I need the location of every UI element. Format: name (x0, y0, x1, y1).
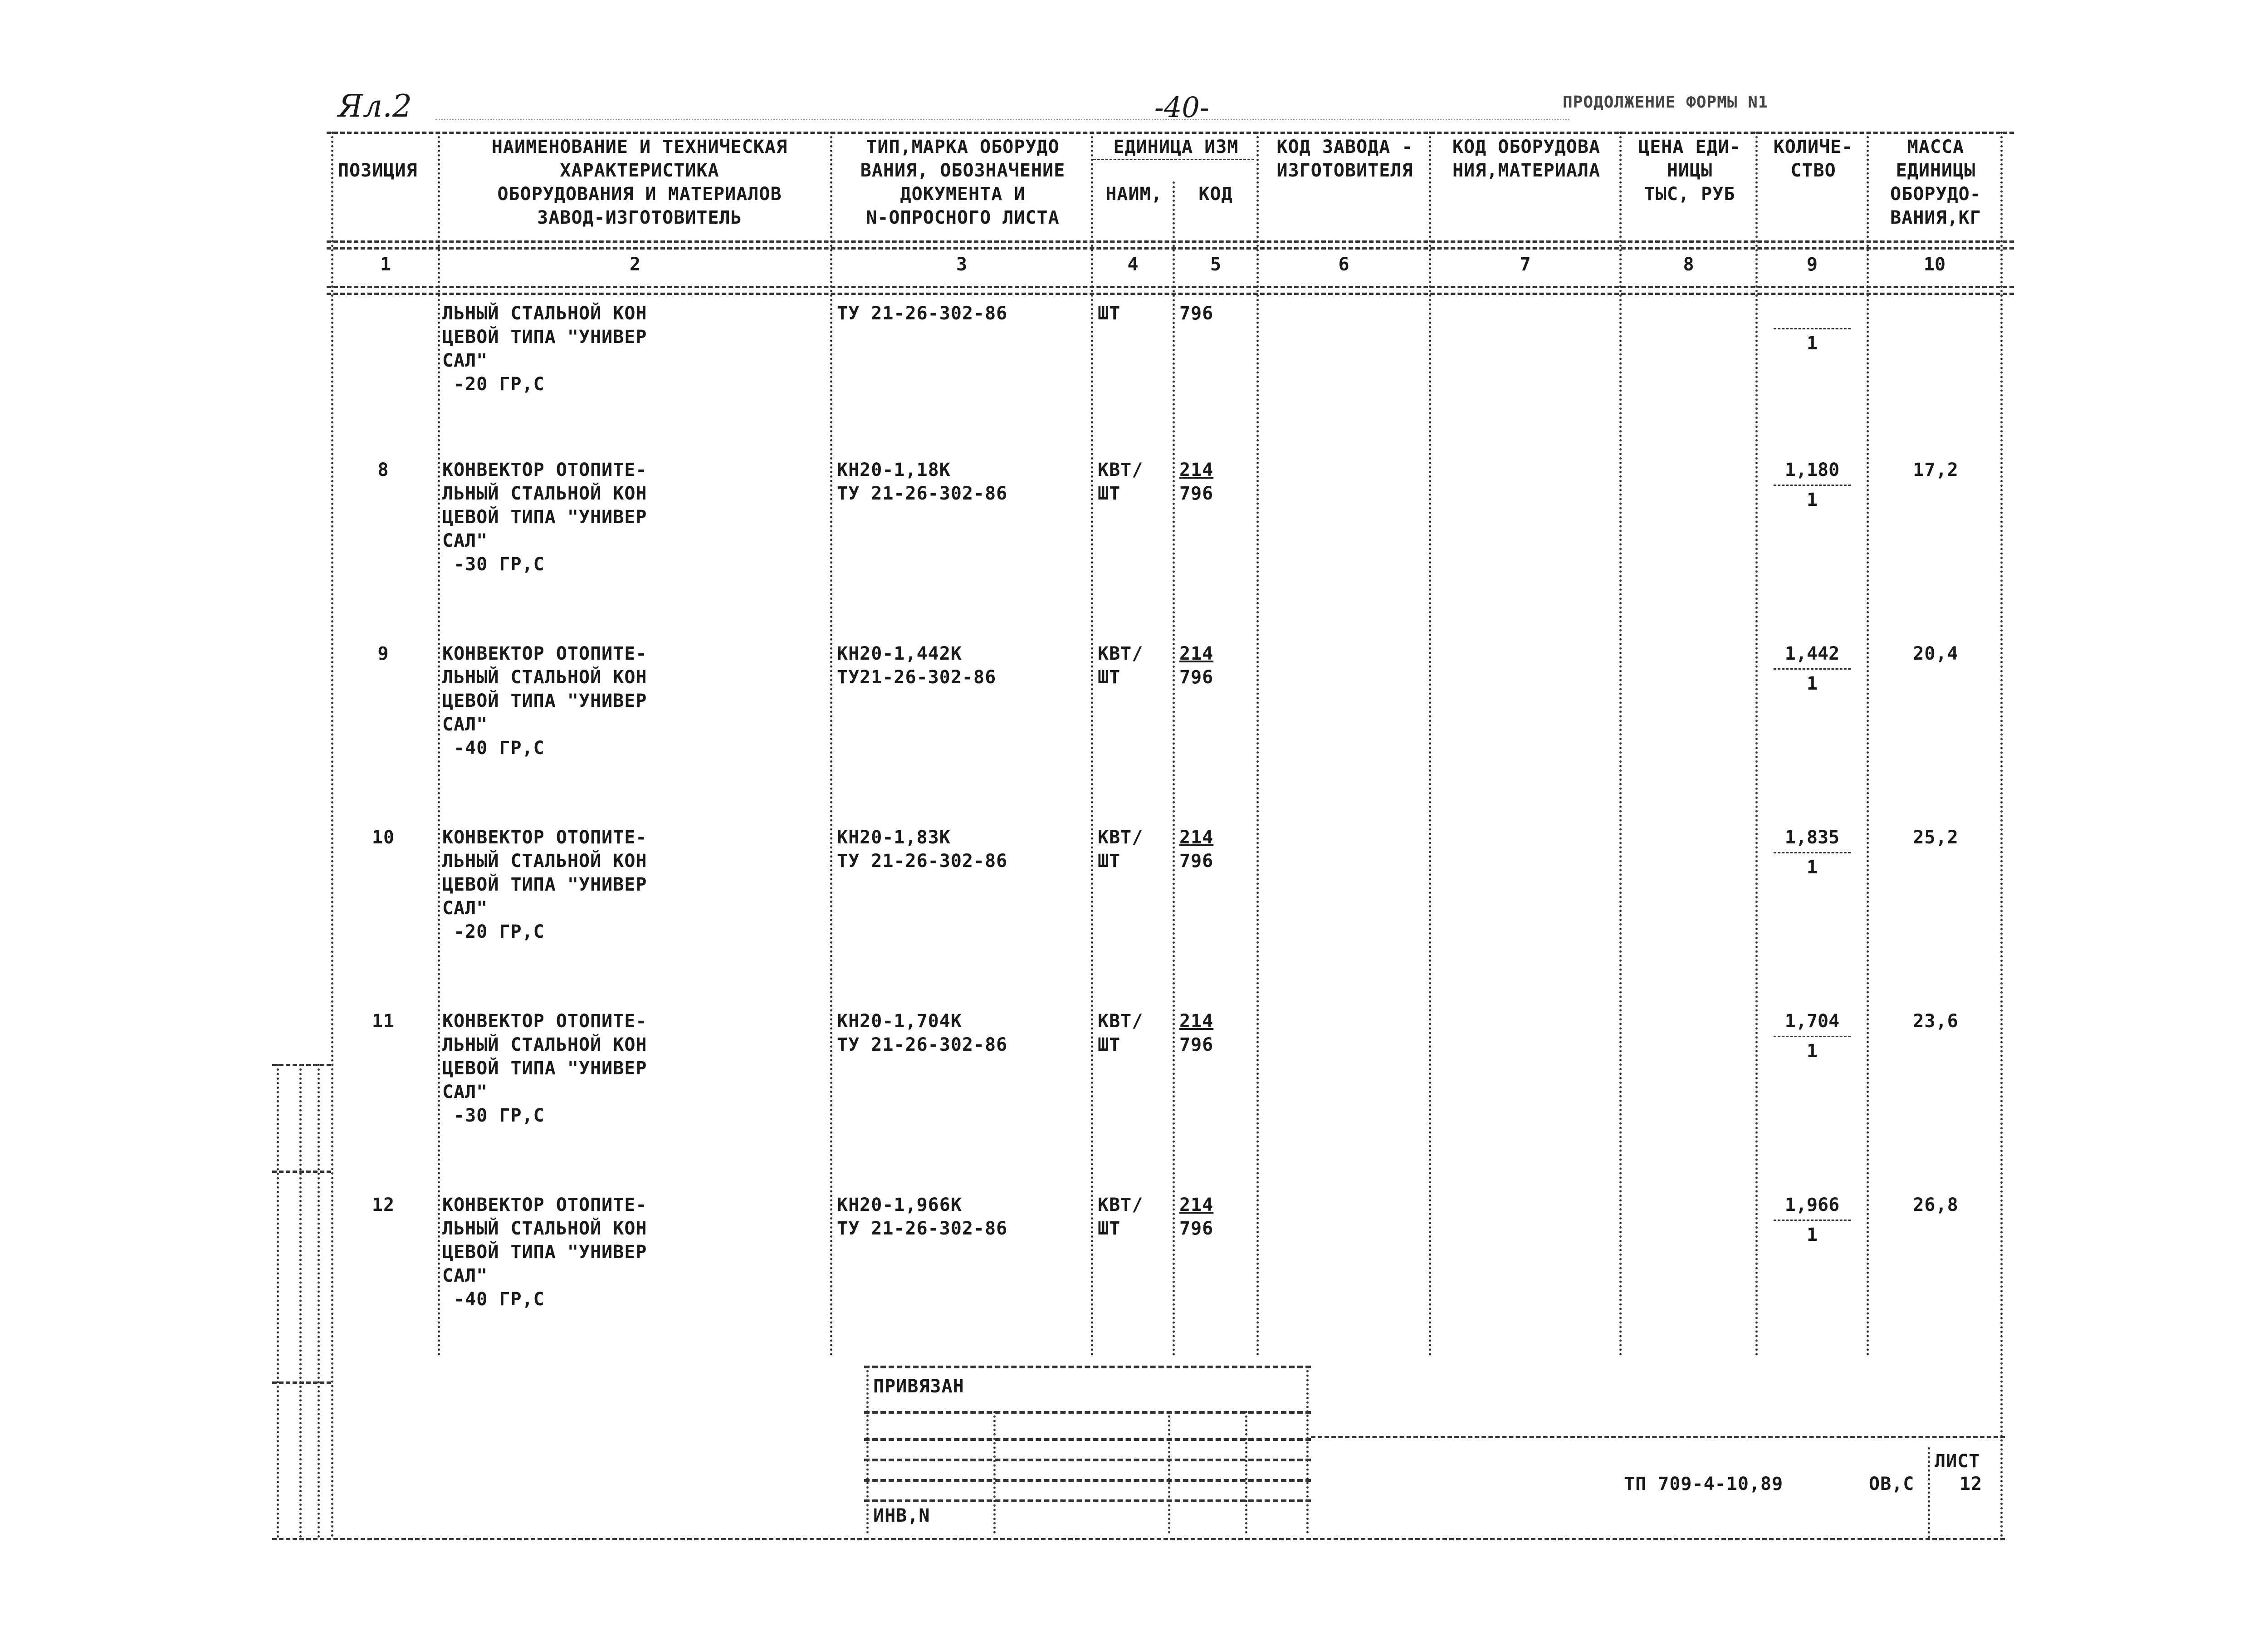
row-name-line: САЛ" (442, 898, 488, 919)
stamp-vrule-3 (1168, 1411, 1170, 1533)
row-name-line: ЦЕВОЙ ТИПА "УНИВЕР (442, 507, 647, 528)
header-col2-l3: ОБОРУДОВАНИЯ И МАТЕРИАЛОВ (497, 184, 782, 205)
header-col8-l2: НИЦЫ (1667, 160, 1713, 181)
row-qty-fraction-bar (1774, 668, 1851, 670)
row-name-line: -30 ГР,С (442, 1105, 545, 1126)
row-code-line: 796 (1179, 1034, 1214, 1055)
row-qty-fraction-bar (1774, 852, 1851, 853)
row-type-line: ТУ 21-26-302-86 (837, 1218, 1008, 1239)
row-qty-bottom: 1 (1806, 673, 1818, 694)
header-unit: ЕДИНИЦА ИЗМ (1113, 137, 1239, 157)
row-type-line: ТУ 21-26-302-86 (837, 483, 1008, 504)
header-col7-l1: КОД ОБОРУДОВА (1452, 137, 1601, 157)
header-col2-l2: ХАРАКТЕРИСТИКА (560, 160, 719, 181)
row-code-line: 214 (1179, 1011, 1214, 1032)
row-unit-line: КВТ/ (1098, 1011, 1144, 1032)
row-code-line: 214 (1179, 460, 1214, 480)
header-col10-l1: МАССА (1907, 137, 1965, 157)
row-unit-line: ШТ (1098, 483, 1121, 504)
row-name-line: ЛЬНЫЙ СТАЛЬНОЙ КОН (442, 667, 647, 688)
row-position: 8 (377, 460, 389, 480)
header-col7-l2: НИЯ,МАТЕРИАЛА (1452, 160, 1601, 181)
row-name-line: КОНВЕКТОР ОТОПИТЕ- (442, 460, 647, 480)
stamp-rule-3 (864, 1459, 1311, 1461)
row-name-line: ЦЕВОЙ ТИПА "УНИВЕР (442, 691, 647, 711)
strip-vrule-3 (318, 1064, 320, 1538)
header-col8-l1: ЦЕНА ЕДИ- (1638, 137, 1741, 157)
row-unit-line: ШТ (1098, 851, 1121, 872)
col-rule-5 (1256, 132, 1259, 1357)
bound-label: ПРИВЯЗАН (873, 1376, 964, 1397)
row-name-line: ЦЕВОЙ ТИПА "УНИВЕР (442, 1058, 647, 1079)
row-type-line: ТУ 21-26-302-86 (837, 1034, 1008, 1055)
colnum-9: 9 (1806, 254, 1818, 275)
row-mass: 17,2 (1913, 460, 1959, 480)
header-col1: ПОЗИЦИЯ (338, 160, 418, 181)
row-unit-line: КВТ/ (1098, 827, 1144, 848)
header-col9-l2: СТВО (1790, 160, 1836, 181)
row-qty-bottom: 1 (1806, 333, 1818, 354)
strip-vrule-1 (277, 1064, 279, 1538)
stamp-vrule-2 (993, 1411, 996, 1533)
colnum-bottom-rule (327, 286, 2014, 288)
stamp-rule-5 (864, 1499, 1311, 1502)
header-bottom-rule (327, 240, 2014, 243)
colnum-6: 6 (1338, 254, 1349, 275)
row-name-line: ЦЕВОЙ ТИПА "УНИВЕР (442, 874, 647, 895)
header-col2-l1: НАИМЕНОВАНИЕ И ТЕХНИЧЕСКАЯ (491, 137, 788, 157)
row-name-line: ЛЬНЫЙ СТАЛЬНОЙ КОН (442, 851, 647, 872)
header-bottom-rule-2 (327, 247, 2014, 250)
col-rule-6 (1429, 132, 1431, 1357)
row-position: 10 (371, 827, 395, 848)
header-col10-l3: ОБОРУДО- (1890, 184, 1981, 205)
stamp-vrule-1 (866, 1366, 869, 1533)
row-name-line: -20 ГР,С (442, 921, 545, 942)
row-code-line: 796 (1179, 483, 1214, 504)
col-rule-7 (1619, 132, 1622, 1357)
stamp-rule-4 (864, 1479, 1311, 1482)
section-code: ОВ,С (1869, 1474, 1915, 1494)
row-type-line: КН20-1,704К (837, 1011, 962, 1032)
row-mass: 26,8 (1913, 1195, 1959, 1215)
col-rule-0 (331, 132, 333, 1538)
stamp-top-rule (864, 1366, 1311, 1368)
row-code-line: 796 (1179, 851, 1214, 872)
row-type-line: ТУ 21-26-302-86 (837, 851, 1008, 872)
header-col4: НАИМ, (1105, 184, 1163, 205)
sheet-box-rule (1928, 1447, 1930, 1538)
row-qty-bottom: 1 (1806, 1225, 1818, 1245)
header-col6-l2: ИЗГОТОВИТЕЛЯ (1276, 160, 1413, 181)
header-col3-l2: ВАНИЯ, ОБОЗНАЧЕНИЕ (860, 160, 1066, 181)
row-unit-line: ШТ (1098, 1218, 1121, 1239)
table-top-rule (327, 132, 2014, 134)
row-unit-line: КВТ/ (1098, 1195, 1144, 1215)
row-name-line: -40 ГР,С (442, 738, 545, 759)
row-qty-bottom: 1 (1806, 490, 1818, 510)
row-name-line: ЛЬНЫЙ СТАЛЬНОЙ КОН (442, 1218, 647, 1239)
row-name-line: САЛ" (442, 714, 488, 735)
row-qty-fraction-bar (1774, 1220, 1851, 1221)
row-name-line: КОНВЕКТОР ОТОПИТЕ- (442, 827, 647, 848)
row-type-line: КН20-1,83К (837, 827, 951, 848)
col-rule-9 (1867, 132, 1869, 1357)
header-col9-l1: КОЛИЧЕ- (1773, 137, 1853, 157)
continuation-note: ПРОДОЛЖЕНИЕ ФОРМЫ N1 (1563, 93, 1769, 112)
sheet-number: 12 (1960, 1474, 1983, 1494)
row-mass: 23,6 (1913, 1011, 1959, 1032)
strip-rule-1 (272, 1064, 331, 1066)
col-rule-1 (438, 132, 440, 1357)
col-rule-8 (1755, 132, 1758, 1357)
row-qty-top: 1,835 (1784, 827, 1840, 848)
row-qty-top: 1,704 (1784, 1011, 1840, 1032)
top-dotted-line (435, 119, 1569, 120)
header-col6-l1: КОД ЗАВОДА - (1276, 137, 1413, 157)
row-qty-bottom: 1 (1806, 857, 1818, 878)
row-mass: 25,2 (1913, 827, 1959, 848)
header-col2-l4: ЗАВОД-ИЗГОТОВИТЕЛЬ (537, 207, 742, 228)
header-col3-l3: ДОКУМЕНТА И (900, 184, 1026, 205)
row-position: 11 (371, 1011, 395, 1032)
colnum-bottom-rule-2 (327, 293, 2014, 295)
row-name-line: КОНВЕКТОР ОТОПИТЕ- (442, 1195, 647, 1215)
strip-vrule-2 (299, 1064, 302, 1538)
strip-rule-3 (272, 1381, 331, 1384)
row-name-line: КОНВЕКТОР ОТОПИТЕ- (442, 1011, 647, 1032)
colnum-7: 7 (1520, 254, 1531, 275)
row-qty-bottom: 1 (1806, 1041, 1818, 1062)
row-code-line: 796 (1179, 1218, 1214, 1239)
colnum-2: 2 (629, 254, 641, 275)
row-type-line: ТУ21-26-302-86 (837, 667, 997, 688)
row-type-line: КН20-1,966К (837, 1195, 962, 1215)
colnum-3: 3 (956, 254, 968, 275)
row-unit-line: ШТ (1098, 667, 1121, 688)
colnum-4: 4 (1127, 254, 1139, 275)
row-code-line: 796 (1179, 667, 1214, 688)
row-name-line: ЦЕВОЙ ТИПА "УНИВЕР (442, 327, 647, 348)
row-code-line: 796 (1179, 303, 1214, 324)
row-unit-line: ШТ (1098, 303, 1121, 324)
col-rule-2 (830, 132, 832, 1357)
row-unit-line: КВТ/ (1098, 460, 1144, 480)
page-number: -40- (1154, 91, 1209, 124)
row-name-line: -40 ГР,С (442, 1289, 545, 1310)
col-rule-10 (2000, 132, 2003, 1538)
inv-label: ИНВ,N (873, 1505, 930, 1526)
row-position: 12 (371, 1195, 395, 1215)
header-col8-l3: ТЫС, РУБ (1644, 184, 1735, 205)
row-code-line: 214 (1179, 827, 1214, 848)
col-rule-3 (1091, 132, 1093, 1357)
header-col3-l1: ТИП,МАРКА ОБОРУДО (866, 137, 1060, 157)
row-qty-fraction-bar (1774, 1036, 1851, 1037)
row-qty-fraction-bar (1774, 328, 1851, 329)
titleblock-top-rule (1311, 1436, 2005, 1438)
row-qty-top: 1,442 (1784, 643, 1840, 664)
stamp-vrule-4 (1245, 1411, 1247, 1533)
row-qty-top: 1,180 (1784, 460, 1840, 480)
row-name-line: САЛ" (442, 1265, 488, 1286)
stamp-rule-1 (864, 1411, 1311, 1414)
row-name-line: САЛ" (442, 1082, 488, 1102)
row-name-line: КОНВЕКТОР ОТОПИТЕ- (442, 643, 647, 664)
header-col10-l4: ВАНИЯ,КГ (1890, 207, 1981, 228)
row-type-line: КН20-1,442К (837, 643, 962, 664)
sheet-mark: Ял.2 (338, 88, 412, 124)
row-type-line: КН20-1,18К (837, 460, 951, 480)
stamp-rule-2 (864, 1438, 1311, 1441)
doc-code: ТП 709-4-10,89 (1624, 1474, 1784, 1494)
row-mass: 20,4 (1913, 643, 1959, 664)
colnum-1: 1 (380, 254, 391, 275)
row-unit-line: КВТ/ (1098, 643, 1144, 664)
strip-rule-2 (272, 1171, 331, 1173)
colnum-10: 10 (1923, 254, 1946, 275)
stamp-vrule-5 (1306, 1366, 1309, 1533)
row-name-line: -30 ГР,С (442, 554, 545, 575)
row-qty-fraction-bar (1774, 485, 1851, 486)
row-name-line: -20 ГР,С (442, 374, 545, 395)
row-code-line: 214 (1179, 643, 1214, 664)
colnum-5: 5 (1210, 254, 1222, 275)
row-name-line: ЦЕВОЙ ТИПА "УНИВЕР (442, 1242, 647, 1263)
col-rule-4 (1173, 181, 1175, 1357)
row-name-line: ЛЬНЫЙ СТАЛЬНОЙ КОН (442, 303, 647, 324)
row-name-line: ЛЬНЫЙ СТАЛЬНОЙ КОН (442, 483, 647, 504)
header-col10-l2: ЕДИНИЦЫ (1896, 160, 1976, 181)
row-name-line: САЛ" (442, 350, 488, 371)
row-type-line: ТУ 21-26-302-86 (837, 303, 1008, 324)
sheet-label: ЛИСТ (1935, 1451, 1980, 1472)
unit-split-rule (1093, 159, 1254, 160)
row-code-line: 214 (1179, 1195, 1214, 1215)
row-unit-line: ШТ (1098, 1034, 1121, 1055)
colnum-8: 8 (1683, 254, 1694, 275)
row-name-line: ЛЬНЫЙ СТАЛЬНОЙ КОН (442, 1034, 647, 1055)
row-qty-top: 1,966 (1784, 1195, 1840, 1215)
row-position: 9 (377, 643, 389, 664)
page-bottom-rule (272, 1538, 2005, 1540)
header-col3-l4: N-ОПРОСНОГО ЛИСТА (866, 207, 1060, 228)
row-name-line: САЛ" (442, 530, 488, 551)
header-col5: КОД (1198, 184, 1233, 205)
